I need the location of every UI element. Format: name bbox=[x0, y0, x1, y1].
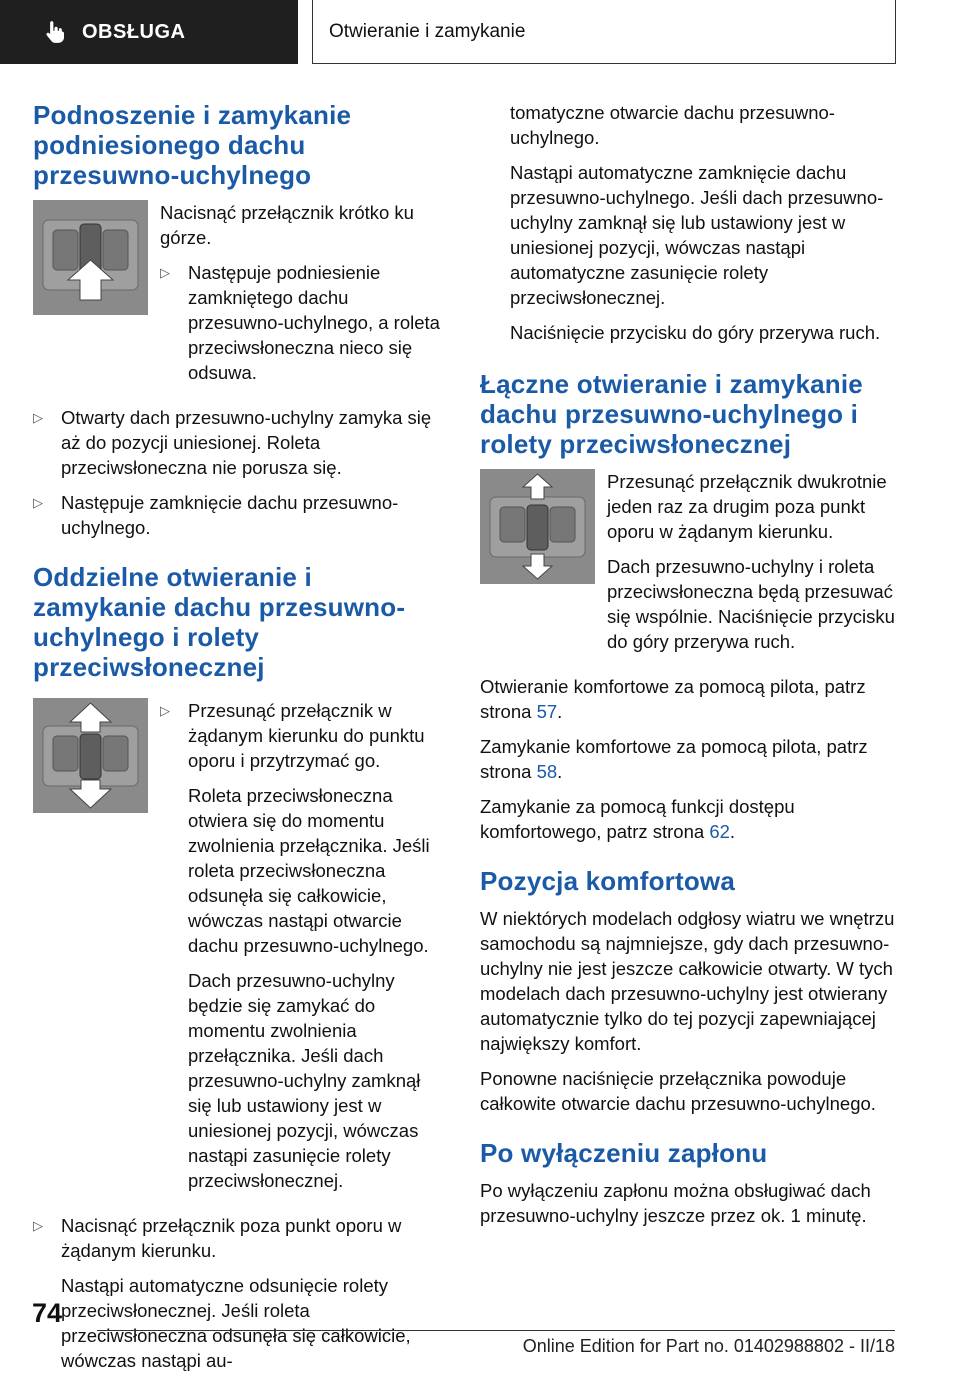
paragraph: tomatyczne otwarcie dachu przesuwno-uchylnego. bbox=[510, 102, 835, 148]
header-chapter-box bbox=[312, 0, 896, 64]
cross-reference: Zamykanie komfortowe za pomocą pilota, patrz strona 58. bbox=[480, 736, 868, 782]
heading-combined-operation: Łączne otwieranie i zamykanie dachu przesuwno-uchylnego i rolety przeciwsłonecznej bbox=[480, 369, 863, 459]
list-item: ▷ Następuje zamknięcie dachu przesuwno-uchylnego. bbox=[33, 492, 399, 538]
triangle-right-icon: ▷ bbox=[160, 703, 170, 718]
header-section-label: OBSŁUGA bbox=[82, 20, 186, 43]
header-section-tab bbox=[0, 0, 298, 64]
footer-edition: Online Edition for Part no. 01402988802 - II/18 bbox=[522, 1336, 895, 1356]
paragraph: Przesunąć przełącznik dwukrotnie jeden raz za drugim poza punkt oporu w żądanym kierunku. bbox=[607, 471, 887, 542]
paragraph: Po wyłączeniu zapłonu można obsługiwać dach przesuwno-uchylny jeszcze przez ok. 1 minutę. bbox=[480, 1180, 871, 1226]
heading-after-ignition-off: Po wyłączeniu zapłonu bbox=[480, 1138, 768, 1168]
triangle-right-icon: ▷ bbox=[160, 265, 170, 280]
raise-instruction: Nacisnąć przełącznik krótko ku górze. bbox=[160, 202, 414, 248]
separate-switch-figure-row bbox=[33, 698, 448, 1203]
list-item: ▷ Następuje podniesienie zamkniętego dachu przesuwno-uchylnego, a roleta przeciwsłoneczna nieco się odsuwa. bbox=[160, 262, 440, 383]
paragraph: Nastąpi automatyczne zamknięcie dachu przesuwno-uchylnego. Jeśli dach przesuwno-uchylny zamknął się lub ustawiony jest w uniesionej pozycji, wówczas nastąpi automatyczne zasunięcie rolety przeciwsłonecznej. bbox=[510, 162, 884, 308]
paragraph: Dach przesuwno-uchylny i roleta przeciwsłoneczna będą przesuwać się wspólnie. Naciśnięcie przycisku do góry przerywa ruch. bbox=[607, 556, 895, 652]
page-number: 74 bbox=[32, 1298, 63, 1328]
list-item: ▷ Otwarty dach przesuwno-uchylny zamyka się aż do pozycji uniesionej. Roleta przeciwsłoneczna nie porusza się. bbox=[33, 407, 432, 478]
roof-switch-image bbox=[33, 200, 148, 315]
cross-reference: Otwieranie komfortowe za pomocą pilota, patrz strona 57. bbox=[480, 676, 866, 722]
list-item: ▷ Przesunąć przełącznik w żądanym kierunku do punktu oporu i przytrzymać go. bbox=[160, 700, 425, 771]
page-link[interactable]: 58 bbox=[536, 761, 558, 782]
heading-raise-close: Podnoszenie i zamykanie podniesionego dachu przesuwno-uchylnego bbox=[33, 100, 352, 190]
cross-reference: Zamykanie za pomocą funkcji dostępu komfortowego, patrz strona 62. bbox=[480, 796, 795, 842]
paragraph: Dach przesuwno-uchylny będzie się zamykać do momentu zwolnienia przełącznika. Jeśli dach przesuwno-uchylny zamknął się lub ustawiony jest w uniesionej pozycji, wówczas nastąpi zasunięcie rolety przeciwsłonecznej. bbox=[188, 970, 421, 1191]
triangle-right-icon: ▷ bbox=[33, 1218, 43, 1233]
triangle-right-icon: ▷ bbox=[33, 410, 43, 425]
heading-separate-operation: Oddzielne otwieranie i zamykanie dachu przesuwno-uchylnego i rolety przeciwsłonecznej bbox=[33, 562, 406, 682]
roof-switch-image bbox=[33, 698, 148, 813]
hand-pointer-icon bbox=[42, 19, 68, 45]
raise-switch-figure-row bbox=[33, 200, 448, 395]
page-link[interactable]: 62 bbox=[709, 821, 730, 842]
paragraph: Ponowne naciśnięcie przełącznika powoduje całkowite otwarcie dachu przesuwno-uchylnego. bbox=[480, 1068, 876, 1114]
paragraph: W niektórych modelach odgłosy wiatru we wnętrzu samochodu są najmniejsze, gdy dach przesuwno-uchylny nie jest jeszcze całkowicie otwarty. W tych modelach dach przesuwno-uchylny jest otwierany automatycznie tylko do tej pozycji zapewniającej największy komfort. bbox=[480, 908, 895, 1054]
left-column bbox=[33, 100, 448, 1383]
right-column bbox=[480, 100, 895, 1238]
paragraph: Roleta przeciwsłoneczna otwiera się do momentu zwolnienia przełącznika. Jeśli roleta przeciwsłoneczna odsunęła się całkowicie, wówczas nastąpi otwarcie dachu przesuwno-uchylnego. bbox=[188, 785, 430, 956]
triangle-right-icon: ▷ bbox=[33, 495, 43, 510]
paragraph: Nastąpi automatyczne odsunięcie rolety przeciwsłonecznej. Jeśli roleta przeciwsłoneczna odsunęła się całkowicie, wówczas nastąpi au- bbox=[61, 1275, 411, 1371]
heading-comfort-position: Pozycja komfortowa bbox=[480, 866, 735, 896]
footer-divider bbox=[97, 1330, 895, 1331]
list-item: ▷ Nacisnąć przełącznik poza punkt oporu w żądanym kierunku. bbox=[33, 1215, 402, 1261]
combined-switch-figure-row bbox=[480, 469, 895, 664]
header-chapter-label: Otwieranie i zamykanie bbox=[329, 20, 526, 42]
roof-switch-image bbox=[480, 469, 595, 584]
paragraph: Naciśnięcie przycisku do góry przerywa ruch. bbox=[510, 322, 881, 343]
page-link[interactable]: 57 bbox=[536, 701, 558, 722]
